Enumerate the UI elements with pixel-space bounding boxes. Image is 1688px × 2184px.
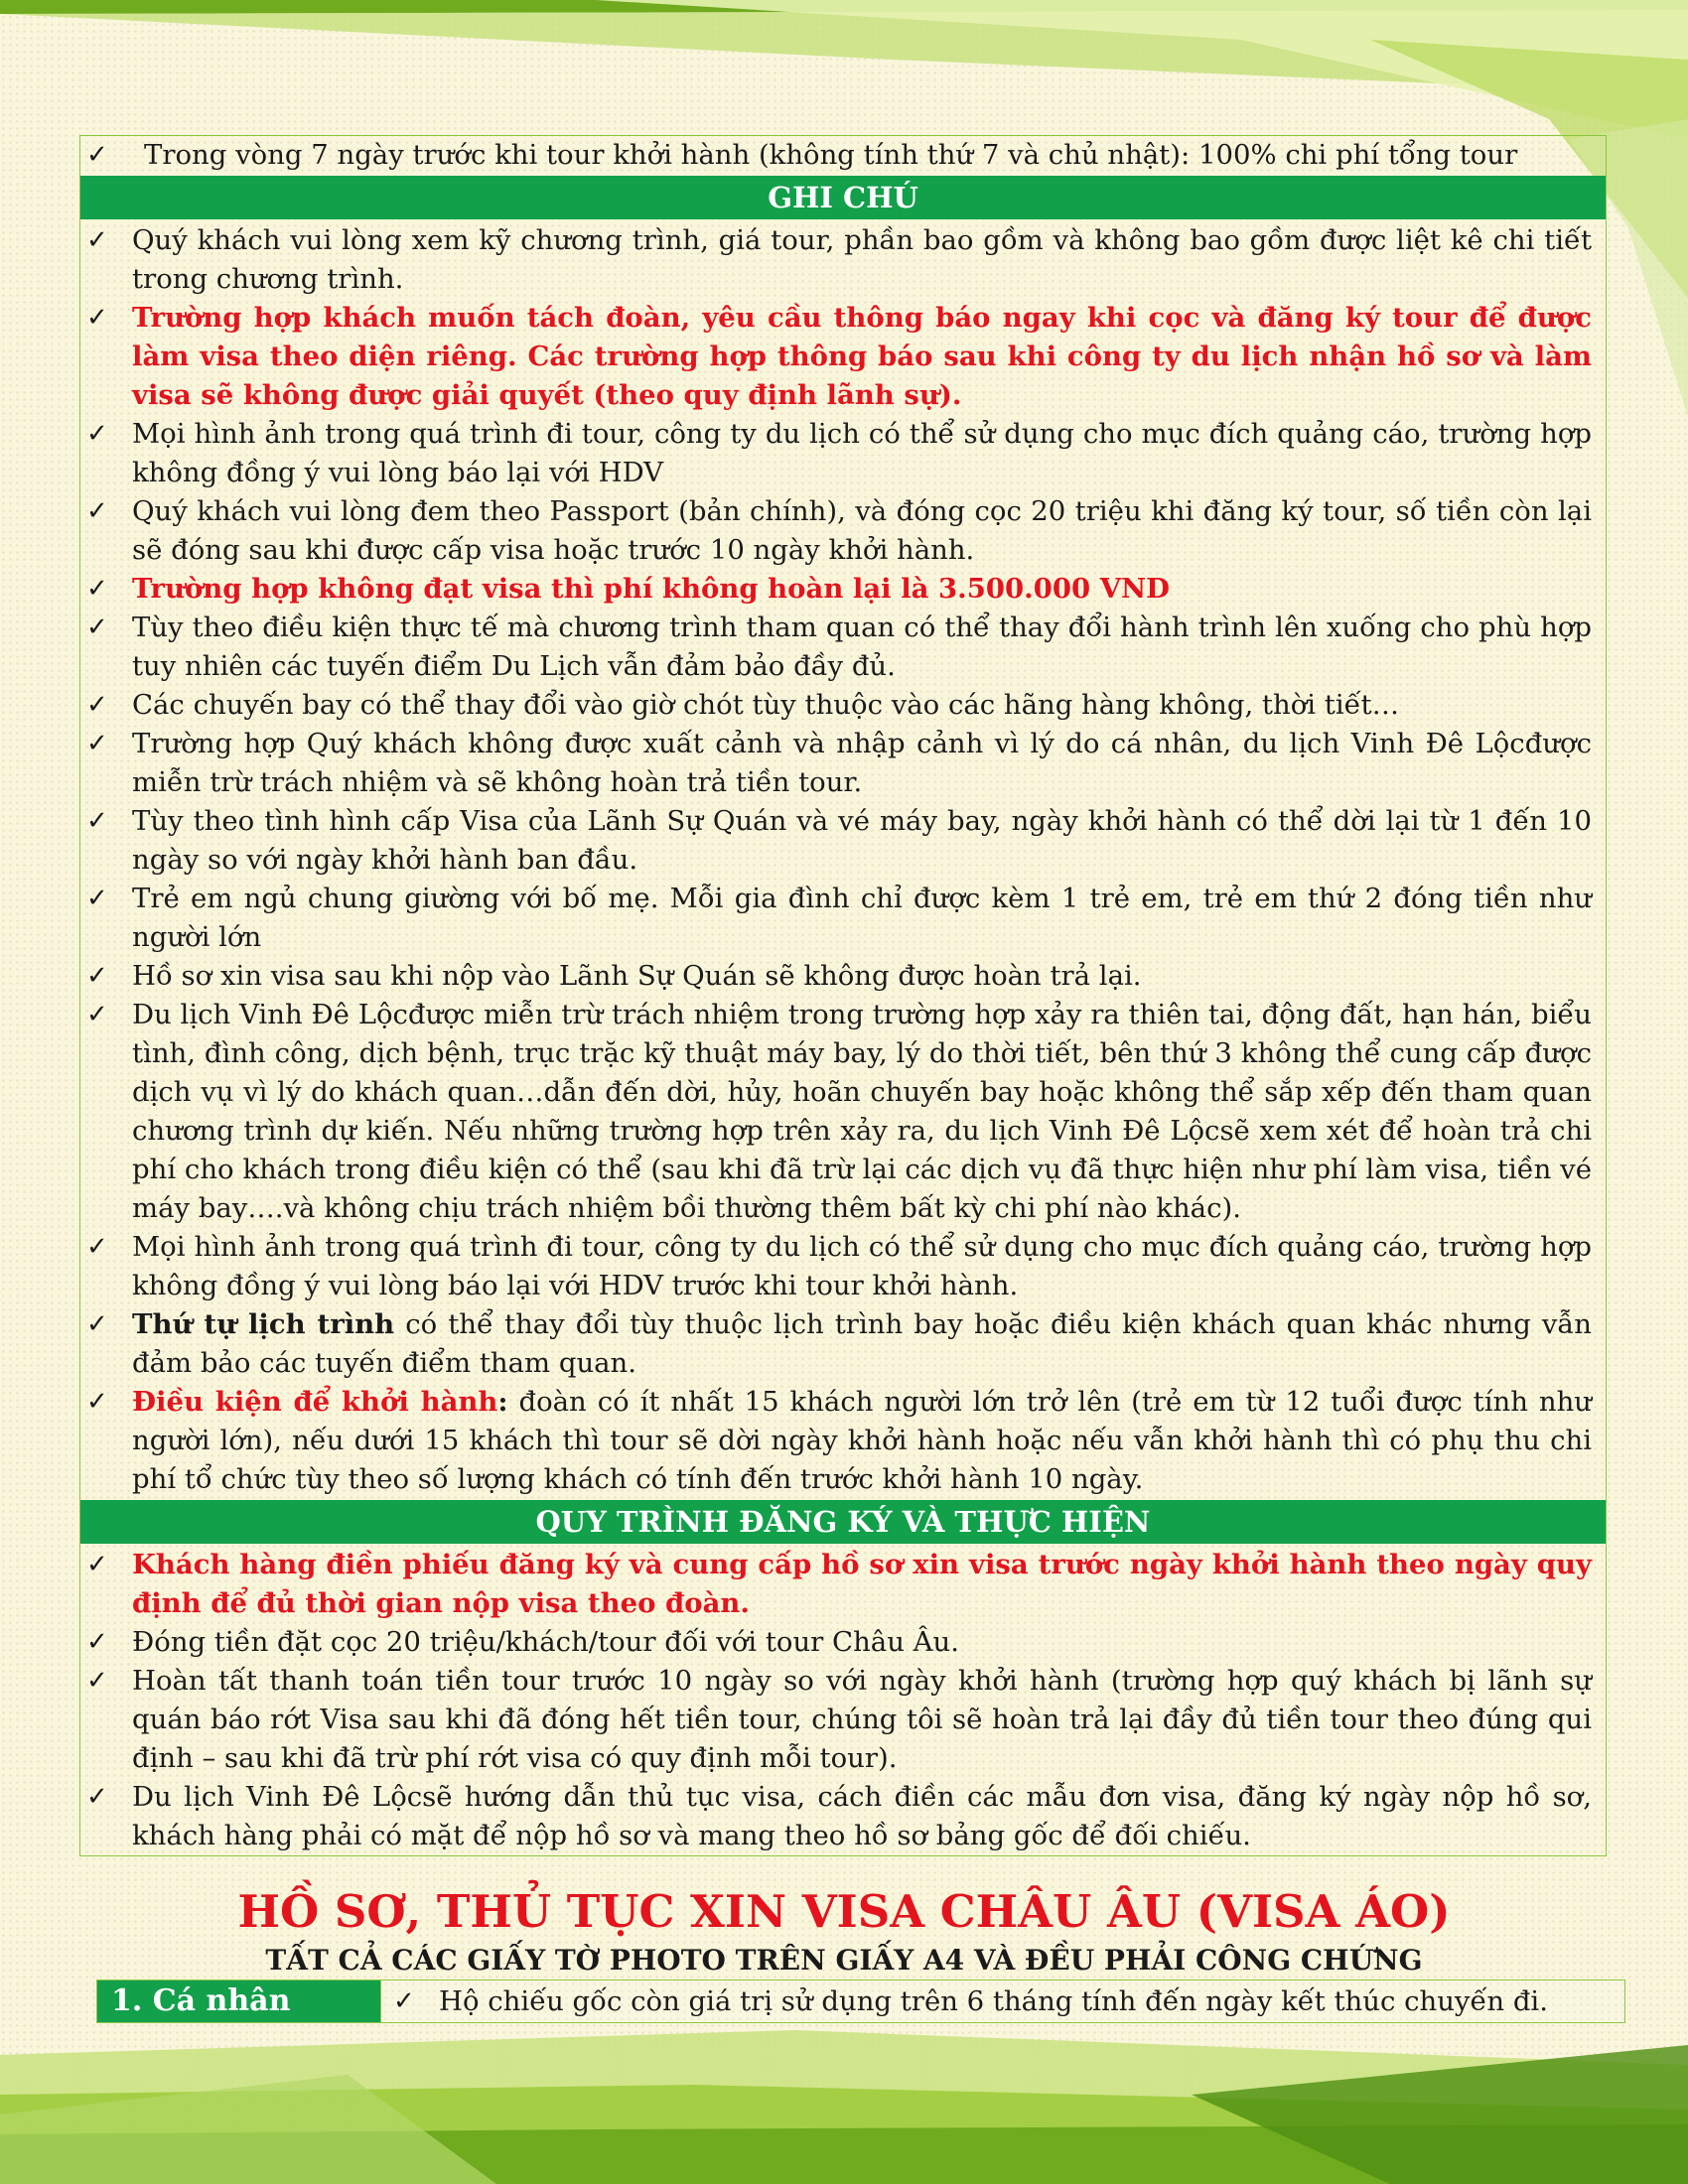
process-header: QUY TRÌNH ĐĂNG KÝ VÀ THỰC HIỆN: [80, 1500, 1606, 1544]
note-text: Du lịch Vinh Đê Lộcđược miễn trừ trách nhiệm trong trường hợp xảy ra thiên tai, động đất, hạn hán, biểu tình, đình công, dịch bệnh, trục trặc kỹ thuật máy bay, lý do thời tiết, bên thứ 3 không thể cung cấp được dịch vụ vì lý do khách quan…dẫn đến dời, hủy, hoãn chuyến bay hoặc không thể sắp xếp đến tham quan chương trình dự kiến. Nếu những trường hợp trên xảy ra, du lịch Vinh Đê Lộcsẽ xem xét để hoàn trả chi phí cho khách trong điều kiện có thể (sau khi đã trừ lại các dịch vụ đã thực hiện như phí làm visa, tiền vé máy bay….và không chịu trách nhiệm bồi thường thêm bất kỳ chi phí nào khác).: [132, 999, 1592, 1224]
list-item: [80, 570, 1606, 609]
list-item: [80, 1383, 1606, 1499]
check-icon: ✓: [86, 496, 108, 526]
check-icon: ✓: [86, 690, 108, 720]
check-icon: ✓: [86, 613, 108, 642]
note-body: có thể thay đổi tùy thuộc lịch trình bay hoặc điều kiện khách quan khác nhưng vẫn đảm bảo các tuyến điểm tham quan.: [132, 1308, 1592, 1379]
check-icon: ✓: [86, 1782, 108, 1812]
note-text: Hồ sơ xin visa sau khi nộp vào Lãnh Sự Quán sẽ không được hoàn trả lại.: [132, 960, 1142, 992]
list-item: [80, 221, 1606, 299]
note-text: Trường hợp khách muốn tách đoàn, yêu cầu thông báo ngay khi cọc và đăng ký tour để được làm visa theo diện riêng. Các trường hợp thông báo sau khi công ty du lịch nhận hồ sơ và làm visa sẽ không được giải quyết (theo quy định lãnh sự).: [132, 302, 1592, 411]
check-icon: ✓: [86, 140, 108, 170]
personal-cell: [380, 1980, 1624, 2022]
list-item: [80, 802, 1606, 880]
list-item: [80, 1662, 1606, 1778]
personal-label: 1. Cá nhân: [97, 1980, 380, 2022]
check-icon: ✓: [86, 1387, 108, 1417]
process-text: Khách hàng điền phiếu đăng ký và cung cấp hồ sơ xin visa trước ngày khởi hành theo ngày quy định để đủ thời gian nộp visa theo đoàn.: [132, 1549, 1592, 1619]
content-box: [79, 135, 1607, 1856]
visa-section-title: HỒ SƠ, THỦ TỤC XIN VISA CHÂU ÂU (VISA ÁO): [237, 1885, 1451, 1938]
list-item: [80, 492, 1606, 570]
note-text: [132, 1383, 1592, 1499]
notes-header: GHI CHÚ: [80, 176, 1606, 219]
check-icon: ✓: [393, 1986, 415, 2016]
cancellation-item: Trong vòng 7 ngày trước khi tour khởi hành (không tính thứ 7 và chủ nhật): 100% chi phí tổng tour: [144, 139, 1518, 171]
check-icon: ✓: [86, 303, 108, 333]
check-icon: ✓: [86, 884, 108, 913]
list-item: [80, 996, 1606, 1228]
list-item: [80, 1778, 1606, 1855]
note-text: Mọi hình ảnh trong quá trình đi tour, công ty du lịch có thể sử dụng cho mục đích quảng cáo, trường hợp không đồng ý vui lòng báo lại với HDV: [132, 418, 1592, 488]
list-item: [80, 725, 1606, 802]
process-text: Đóng tiền đặt cọc 20 triệu/khách/tour đối với tour Châu Âu.: [132, 1626, 959, 1658]
check-icon: ✓: [86, 729, 108, 758]
check-icon: ✓: [86, 574, 108, 604]
list-item: [80, 686, 1606, 725]
check-icon: ✓: [86, 1000, 108, 1029]
list-item: [80, 957, 1606, 996]
note-text: [132, 1305, 1592, 1383]
note-prefix: Điều kiện để khởi hành: [132, 1386, 498, 1418]
visa-section-subtitle: TẤT CẢ CÁC GIẤY TỜ PHOTO TRÊN GIẤY A4 VÀ ĐỀU PHẢI CÔNG CHỨNG: [265, 1944, 1423, 1977]
list-item: [80, 299, 1606, 415]
note-prefix: Thứ tự lịch trình: [132, 1308, 395, 1340]
list-item: [80, 1305, 1606, 1383]
note-text: Quý khách vui lòng đem theo Passport (bản chính), và đóng cọc 20 triệu khi đăng ký tour, số tiền còn lại sẽ đóng sau khi được cấp visa hoặc trước 10 ngày khởi hành.: [132, 495, 1592, 566]
note-colon: :: [497, 1386, 508, 1418]
note-text: Trường hợp không đạt visa thì phí không hoàn lại là 3.500.000 VND: [132, 573, 1171, 605]
list-item: [80, 1546, 1606, 1623]
check-icon: ✓: [86, 1232, 108, 1262]
note-text: Trường hợp Quý khách không được xuất cảnh và nhập cảnh vì lý do cá nhân, du lịch Vinh Đê Lộcđược miễn trừ trách nhiệm và sẽ không hoàn trả tiền tour.: [132, 728, 1592, 798]
check-icon: ✓: [86, 1627, 108, 1657]
check-icon: ✓: [86, 1666, 108, 1696]
list-item: [80, 136, 1606, 175]
note-body: đoàn có ít nhất 15 khách người lớn trở lên (trẻ em từ 12 tuổi được tính như người lớn), nếu dưới 15 khách thì tour sẽ dời ngày khởi hành hoặc nếu vẫn khởi hành thì có phụ thu chi phí tổ chức tùy theo số lượng khách có tính đến trước khởi hành 10 ngày.: [132, 1386, 1592, 1495]
process-text: Hoàn tất thanh toán tiền tour trước 10 ngày so với ngày khởi hành (trường hợp quý khách bị lãnh sự quán báo rớt Visa sau khi đã đóng hết tiền tour, chúng tôi sẽ hoàn trả lại đầy đủ tiền tour theo đúng qui định – sau khi đã trừ phí rớt visa có quy định mỗi tour).: [132, 1665, 1592, 1774]
list-item: [80, 415, 1606, 492]
process-text: Du lịch Vinh Đê Lộcsẽ hướng dẫn thủ tục visa, cách điền các mẫu đơn visa, đăng ký ngày nộp hồ sơ, khách hàng phải có mặt để nộp hồ sơ và mang theo hồ sơ bảng gốc để đối chiếu.: [132, 1781, 1592, 1851]
note-text: Tùy theo tình hình cấp Visa của Lãnh Sự Quán và vé máy bay, ngày khởi hành có thể dời lại từ 1 đến 10 ngày so với ngày khởi hành ban đầu.: [132, 805, 1592, 876]
note-text: Các chuyến bay có thể thay đổi vào giờ chót tùy thuộc vào các hãng hàng không, thời tiết…: [132, 689, 1400, 721]
note-text: Tùy theo điều kiện thực tế mà chương trình tham quan có thể thay đổi hành trình lên xuống cho phù hợp tuy nhiên các tuyến điểm Du Lịch vẫn đảm bảo đầy đủ.: [132, 612, 1592, 682]
note-text: Mọi hình ảnh trong quá trình đi tour, công ty du lịch có thể sử dụng cho mục đích quảng cáo, trường hợp không đồng ý vui lòng báo lại với HDV trước khi tour khởi hành.: [132, 1231, 1592, 1301]
list-item: [80, 609, 1606, 686]
note-text: Quý khách vui lòng xem kỹ chương trình, giá tour, phần bao gồm và không bao gồm được liệt kê chi tiết trong chương trình.: [132, 224, 1592, 295]
check-icon: ✓: [86, 225, 108, 255]
check-icon: ✓: [86, 961, 108, 991]
list-item: [80, 1623, 1606, 1662]
note-text: Trẻ em ngủ chung giường với bố mẹ. Mỗi gia đình chỉ được kèm 1 trẻ em, trẻ em thứ 2 đóng tiền như người lớn: [132, 883, 1592, 953]
check-icon: ✓: [86, 1550, 108, 1579]
list-item: [80, 1228, 1606, 1305]
personal-item: Hộ chiếu gốc còn giá trị sử dụng trên 6 tháng tính đến ngày kết thúc chuyến đi.: [439, 1985, 1548, 2017]
personal-docs-row: [96, 1979, 1625, 2023]
check-icon: ✓: [86, 419, 108, 449]
list-item: [80, 880, 1606, 957]
check-icon: ✓: [86, 1309, 108, 1339]
check-icon: ✓: [86, 806, 108, 836]
